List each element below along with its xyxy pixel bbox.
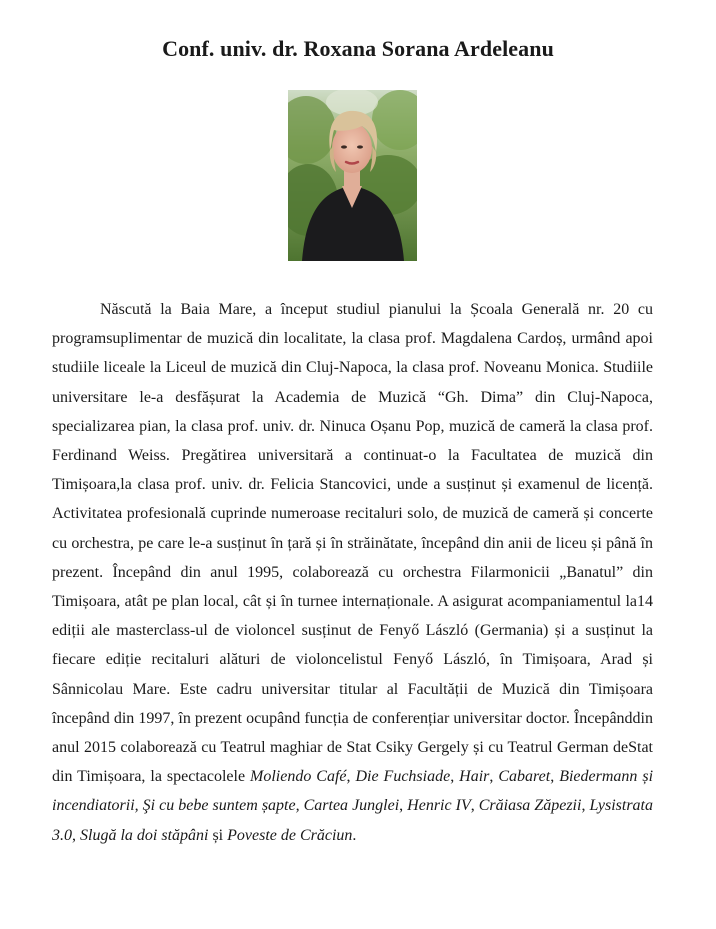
work-title: Lysistrata 3.0 [52,797,653,844]
page-title: Conf. univ. dr. Roxana Sorana Ardeleanu [162,36,554,61]
separator: . [352,826,357,844]
work-title: Biedermann și incendiatorii, Şi cu bebe suntem șapte, Cartea Junglei [52,768,654,815]
separator: și [208,826,228,844]
separator: , [470,797,479,815]
separator: , [489,768,499,786]
work-title: Crăiasa Zăpezii [478,797,582,815]
work-title: Hair [459,768,490,786]
separator: , [346,768,356,786]
portrait-photo [288,90,417,261]
bio-text: Născută la Baia Mare, a început studiul pianului la Școala Generală nr. 20 cu programsuplimentar de muzică din localitate, la clasa prof. Magdalena Cardoș, urmând apoi studiile liceale la Liceul de muzică din Cluj-Napoca, la clasa prof. Noveanu Monica. Studiile universitare le-a desfășurat la Academia de Muzică “Gh. Dima” din Cluj-Napoca, specializarea pian, la clasa prof. univ. dr. Ninuca Oșanu Pop, muzică de cameră la clasa prof. Ferdinand Weiss. Pregătirea universitară a continuat-o la Facultatea de muzică din Timișoara,la clasa prof. univ. dr. Felicia Stancovici, unde a susținut și examenul de licență. Activitatea profesională cuprinde numeroase recitaluri solo, de muzică de cameră și concerte cu orchestra, pe care le-a susținut în țară și în străinătate, începând din anii de liceu și până în prezent. Începând din anul 1995, colaborează cu orchestra Filarmonicii „Banatul” din Timișoara, atât pe plan local, cât și în turnee internaționale. A asigurat acompaniamentul la14 ediții ale masterclass-ul de violoncel susținut de Fenyő László (Germania) și a susținut la fiecare ediție recitaluri alături de violoncelistul Fenyő László, în Timișoara, Arad și Sânnicolau Mare. Este cadru universitar titular al Facultății de Muzică din Timișoara începând din 1997, în prezent ocupând funcția de conferențiar universitar doctor. Începânddin anul 2015 colaborează cu Teatrul maghiar de Stat Csiky Gergely și cu Teatrul German deStat din Timișoara, la spectacolele [52,301,653,786]
separator: , [399,797,408,815]
separator: , [550,768,560,786]
portrait-image [288,90,417,261]
work-title: Poveste de Crăciun [227,826,353,844]
work-title: Moliendo Café [250,768,347,786]
work-title: Cabaret [498,768,551,786]
work-title: Slugă la doi stăpâni [80,826,209,844]
separator: , [581,797,590,815]
work-title: Henric IV [407,797,471,815]
work-title: Die Fuchsiade [355,768,451,786]
biography-paragraph [52,295,653,850]
separator: , [450,768,460,786]
separator: , [72,826,80,844]
